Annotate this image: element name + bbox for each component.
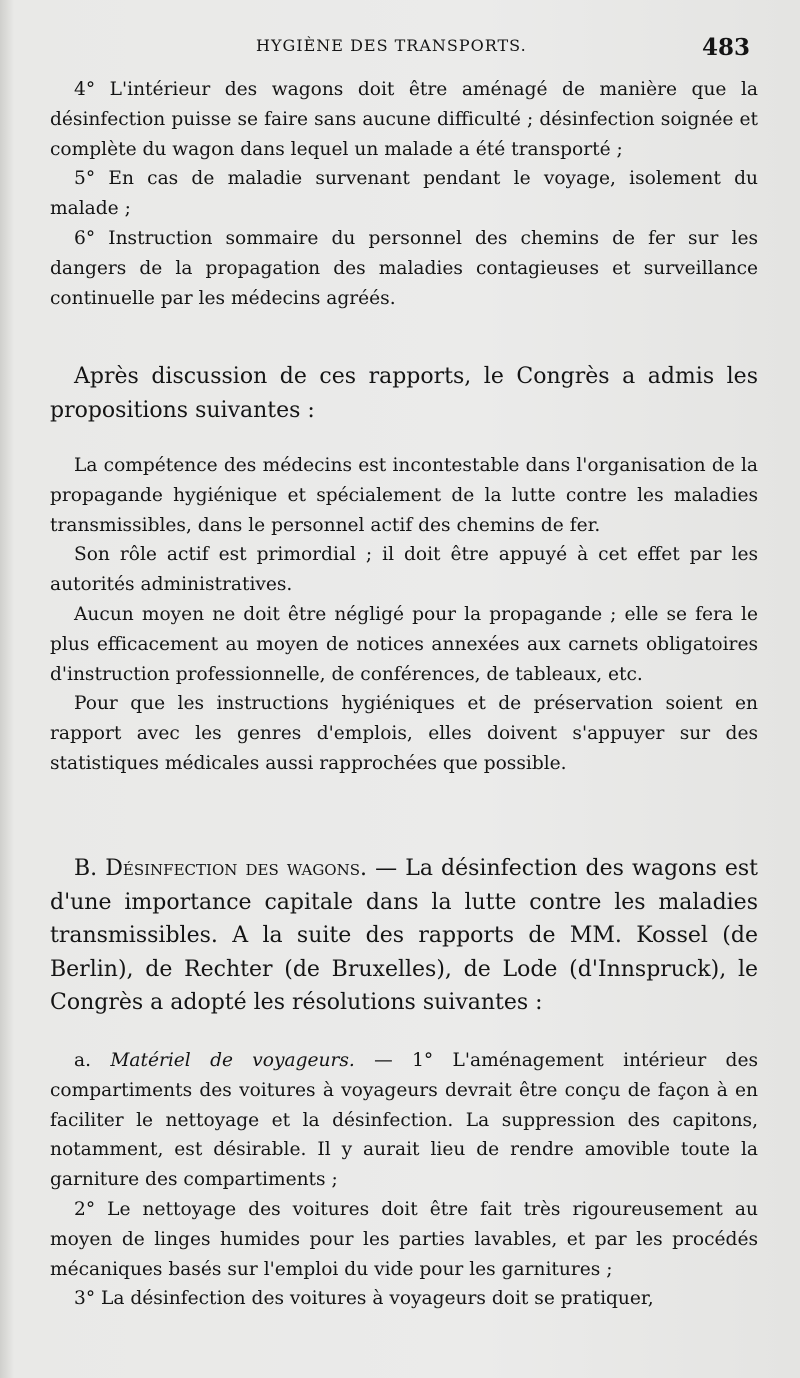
list-item-6: 6° Instruction sommaire du personnel des chemins de fer sur les dangers de la propagation des maladies contagieuses et surveillance continuelle par les médecins agréés. — [50, 227, 758, 309]
section-b-paragraph — [50, 852, 758, 1020]
list-item-5: 5° En cas de maladie survenant pendant le voyage, isolement du malade ; — [50, 168, 758, 220]
page-number: 483 — [701, 34, 750, 61]
resolution-paragraph: 2° Le nettoyage des voitures doit être fait très rigoureusement au moyen de linges humides pour les parties lavables, et par les procédés mécaniques basés sur l'emploi du vide pour les garnitures ; — [50, 1198, 758, 1280]
proposition-paragraph: Son rôle actif est primordial ; il doit être appuyé à cet effet par les autorités administratives. — [50, 544, 758, 596]
page-header — [0, 34, 800, 64]
section-b-text: — La désinfection des wagons est d'une importance capitale dans la lutte contre les maladies transmissibles. A la suite des rapports de MM. Kossel (de Berlin), de Rechter (de Bruxelles), de Lode (d'Innspruck), le Congrès a adopté les résolutions suivantes : — [50, 856, 758, 1015]
intro-paragraph: Après discussion de ces rapports, le Congrès a admis les propositions suivantes : — [50, 364, 758, 423]
section-b-heading: B. Désinfection des wagons. — [74, 856, 367, 881]
subsection-a-label: a. — [74, 1050, 111, 1071]
list-block — [50, 75, 758, 313]
subsection-a-title: Matériel de voyageurs. — [110, 1050, 355, 1071]
propositions-block — [50, 451, 758, 779]
section-b-block — [50, 852, 758, 1020]
list-item-4: 4° L'intérieur des wagons doit être aménagé de manière que la désinfection puisse se faire sans aucune difficulté ; désinfection soignée et complète du wagon dans lequel un malade a été transporté ; — [50, 79, 758, 160]
proposition-paragraph: Pour que les instructions hygiéniques et de préservation soient en rapport avec les genres d'emplois, elles doivent s'appuyer sur des statistiques médicales aussi rapprochées que possible. — [50, 693, 758, 774]
subsection-a-text: — 1° L'aménagement intérieur des compartiments des voitures à voyageurs devrait être conçu de façon à en faciliter le nettoyage et la désinfection. La suppression des capitons, notamment, est désirable. Il y aurait lieu de rendre amovible toute la garniture des compartiments ; — [50, 1050, 758, 1191]
running-title: HYGIÈNE DES TRANSPORTS. — [256, 36, 527, 55]
intro-paragraph-block — [50, 360, 758, 427]
resolution-paragraph: 3° La désinfection des voitures à voyageurs doit se pratiquer, — [74, 1288, 654, 1310]
proposition-paragraph: Aucun moyen ne doit être négligé pour la propagande ; elle se fera le plus efficacement au moyen de notices annexées aux carnets obligatoires d'instruction professionnelle, de conférences, de tableaux, etc. — [50, 603, 758, 685]
subsection-a-paragraph — [50, 1046, 758, 1195]
resolutions-block — [50, 1046, 758, 1314]
proposition-paragraph: La compétence des médecins est incontestable dans l'organisation de la propagande hygiénique et spécialement de la lutte contre les maladies transmissibles, dans le personnel actif des chemins de fer. — [50, 455, 758, 536]
